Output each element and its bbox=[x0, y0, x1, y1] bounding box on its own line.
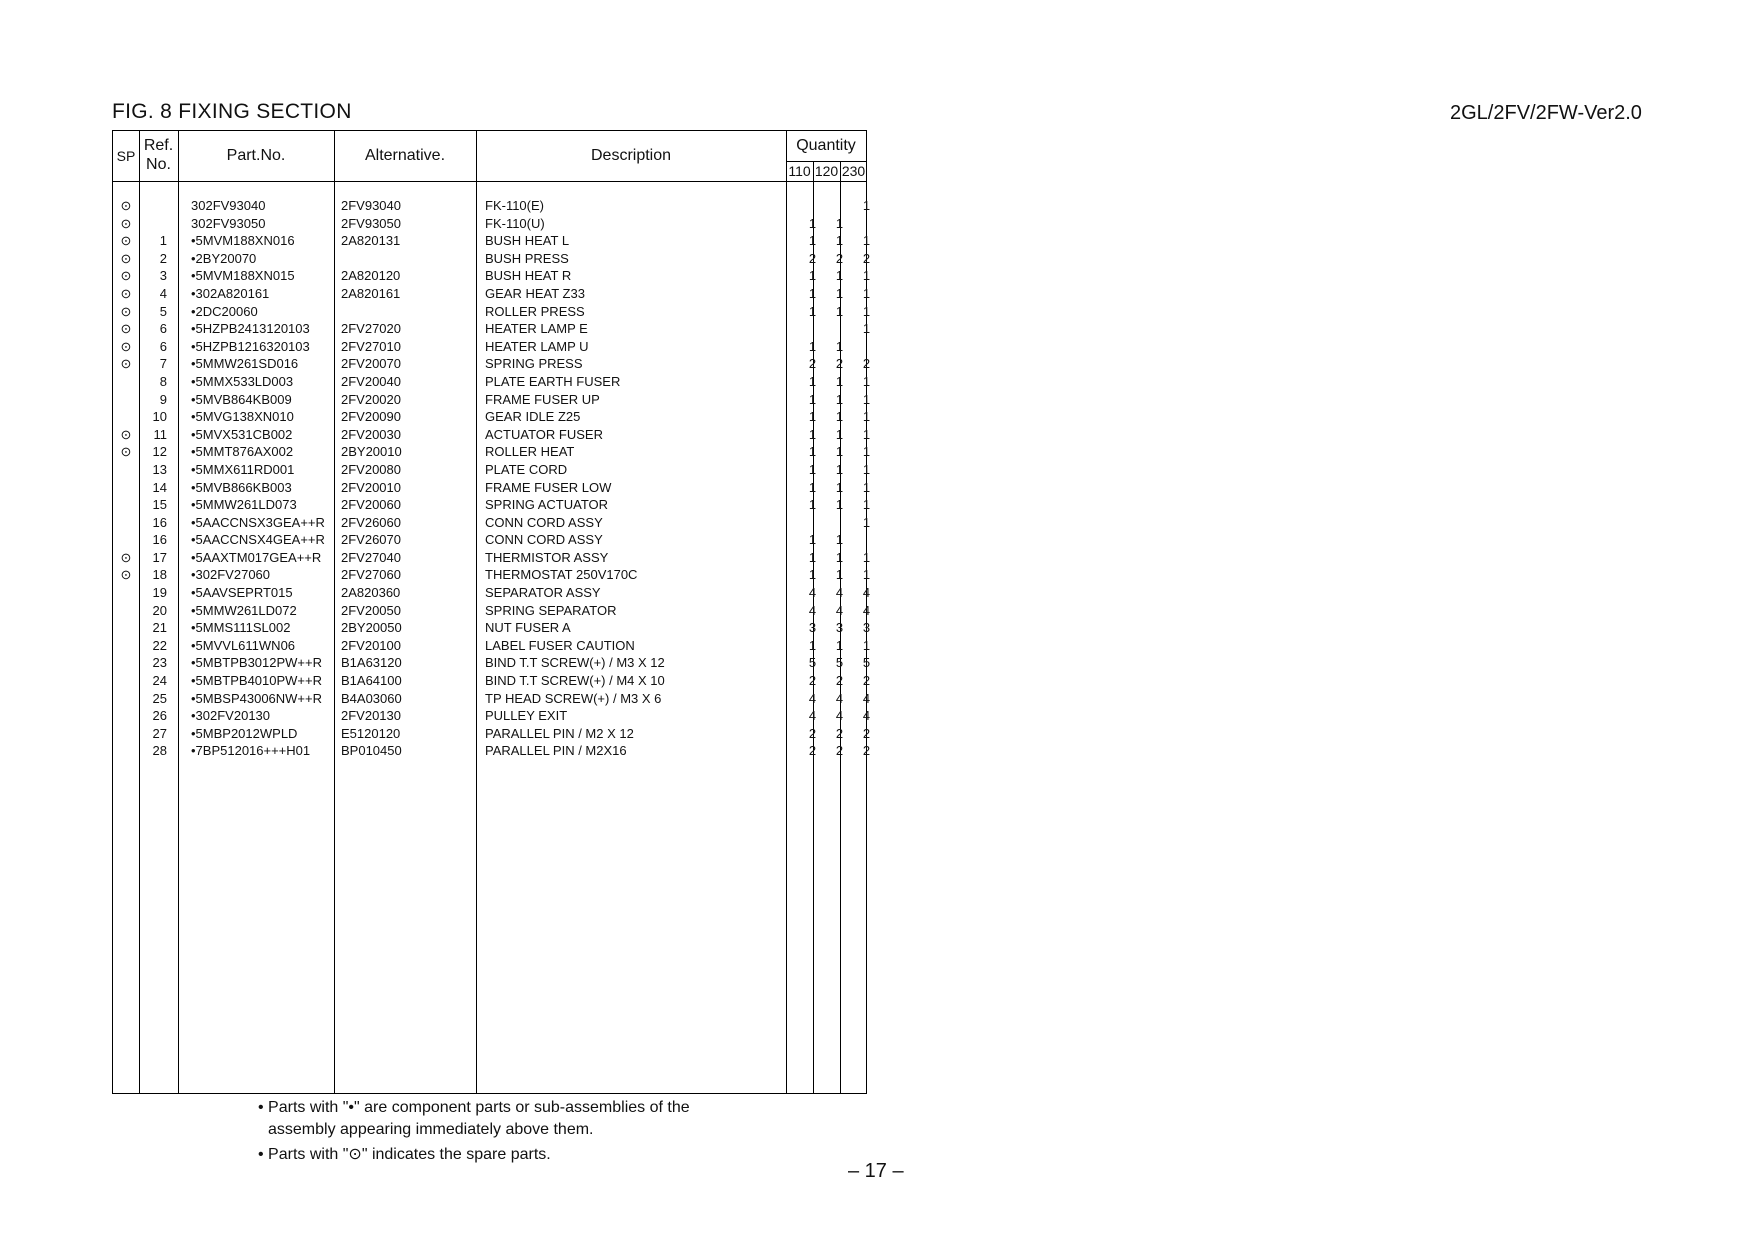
header-ref-line2: No. bbox=[146, 156, 171, 173]
description: CONN CORD ASSY bbox=[485, 532, 603, 548]
table-row bbox=[113, 479, 871, 497]
header-ref bbox=[139, 136, 178, 174]
ref-no: 27 bbox=[152, 725, 167, 741]
ref-no: 16 bbox=[152, 514, 167, 530]
alternative-no: 2BY20010 bbox=[341, 444, 402, 460]
qty-110: 4 bbox=[808, 708, 817, 724]
qty-110: 1 bbox=[808, 409, 817, 425]
alternative-no: 2FV20080 bbox=[341, 461, 401, 477]
ref-no: 2 bbox=[159, 250, 167, 266]
spare-part-mark: ⊙ bbox=[120, 303, 132, 319]
qty-110: 1 bbox=[808, 532, 817, 548]
table-row bbox=[113, 443, 871, 461]
spare-part-mark: ⊙ bbox=[120, 268, 132, 284]
table-row bbox=[113, 391, 871, 409]
alternative-no: 2FV27040 bbox=[341, 549, 401, 565]
qty-230: 4 bbox=[862, 690, 871, 706]
qty-230: 1 bbox=[862, 409, 871, 425]
part-no: •5MVM188XN016 bbox=[191, 233, 295, 249]
qty-230: 2 bbox=[862, 673, 871, 689]
qty-120: 1 bbox=[835, 409, 844, 425]
ref-no: 6 bbox=[159, 321, 167, 337]
qty-230: 1 bbox=[862, 514, 871, 530]
table-row bbox=[113, 197, 871, 215]
description: PLATE CORD bbox=[485, 461, 568, 477]
spare-part-mark: ⊙ bbox=[120, 444, 132, 460]
note-component-parts: • Parts with "•" are component parts or sub-assemblies of the bbox=[258, 1099, 690, 1116]
table-row bbox=[113, 426, 871, 444]
part-no: 302FV93040 bbox=[191, 198, 266, 213]
qty-110: 1 bbox=[808, 338, 817, 354]
description: BIND T.T SCREW(+) / M3 X 12 bbox=[485, 655, 665, 671]
table-row bbox=[113, 672, 871, 690]
header-alternative: Alternative. bbox=[364, 147, 446, 164]
qty-110: 1 bbox=[808, 549, 817, 565]
part-no: •5MBP2012WPLD bbox=[191, 725, 298, 741]
ref-no: 13 bbox=[152, 461, 167, 477]
table-row bbox=[113, 320, 871, 338]
part-no: •5MBTPB3012PW++R bbox=[191, 655, 322, 671]
qty-230: 4 bbox=[862, 602, 871, 618]
part-no: •5MMW261LD072 bbox=[191, 602, 297, 618]
table-row bbox=[113, 531, 866, 549]
qty-120: 4 bbox=[835, 708, 844, 724]
alternative-no: 2A820161 bbox=[341, 285, 401, 301]
ref-no: 23 bbox=[152, 655, 167, 671]
qty-120: 1 bbox=[835, 444, 844, 460]
qty-230: 1 bbox=[862, 391, 871, 407]
qty-120: 4 bbox=[835, 585, 844, 601]
qty-110: 5 bbox=[808, 655, 817, 671]
description: SPRING PRESS bbox=[485, 356, 583, 372]
qty-120: 1 bbox=[835, 479, 844, 495]
alternative-no: 2FV93040 bbox=[341, 198, 401, 213]
table-row bbox=[113, 496, 871, 514]
qty-110: 4 bbox=[808, 602, 817, 618]
description: SPRING SEPARATOR bbox=[485, 602, 617, 618]
alternative-no: 2FV26070 bbox=[341, 532, 401, 548]
qty-230: 1 bbox=[862, 567, 871, 583]
qty-110: 1 bbox=[808, 303, 817, 319]
ref-no: 22 bbox=[152, 637, 167, 653]
table-row bbox=[113, 742, 871, 760]
alternative-no: 2FV26060 bbox=[341, 514, 401, 530]
table-row bbox=[113, 232, 871, 250]
qty-230: 1 bbox=[862, 285, 871, 301]
qty-230: 4 bbox=[862, 585, 871, 601]
table-row bbox=[113, 355, 871, 373]
alternative-no: 2FV27020 bbox=[341, 321, 401, 337]
description: ROLLER PRESS bbox=[485, 303, 585, 319]
description: BUSH PRESS bbox=[485, 250, 569, 266]
alternative-no: 2A820120 bbox=[341, 268, 401, 284]
description: GEAR IDLE Z25 bbox=[485, 409, 581, 425]
description: LABEL FUSER CAUTION bbox=[485, 637, 635, 653]
spare-part-mark: ⊙ bbox=[120, 233, 132, 249]
header-part-no: Part.No. bbox=[226, 147, 286, 164]
qty-120: 1 bbox=[835, 497, 844, 513]
table-row bbox=[113, 637, 871, 655]
description: GEAR HEAT Z33 bbox=[485, 285, 585, 301]
part-no: •5MMX611RD001 bbox=[191, 461, 295, 477]
qty-230: 1 bbox=[862, 444, 871, 460]
parts-table bbox=[112, 130, 871, 1094]
qty-110: 2 bbox=[808, 356, 817, 372]
qty-230: 1 bbox=[862, 461, 871, 477]
qty-230: 3 bbox=[862, 620, 871, 636]
qty-120: 1 bbox=[835, 303, 844, 319]
alternative-no: 2A820360 bbox=[341, 585, 401, 601]
alternative-no: B1A63120 bbox=[341, 655, 402, 671]
description: HEATER LAMP U bbox=[485, 338, 589, 354]
spare-part-mark: ⊙ bbox=[120, 285, 132, 301]
part-no: •5MMW261LD073 bbox=[191, 497, 297, 513]
part-no: •5AAXTM017GEA++R bbox=[191, 549, 322, 565]
part-no: •5MMT876AX002 bbox=[191, 444, 294, 460]
table-body bbox=[113, 197, 871, 760]
header-qty-120: 120 bbox=[814, 163, 839, 179]
qty-230: 1 bbox=[862, 549, 871, 565]
description: ACTUATOR FUSER bbox=[485, 426, 603, 442]
qty-230: 1 bbox=[862, 497, 871, 513]
qty-120: 2 bbox=[835, 356, 844, 372]
qty-110: 1 bbox=[808, 479, 817, 495]
part-no: •5AACCNSX3GEA++R bbox=[191, 514, 325, 530]
header-divider bbox=[113, 181, 866, 182]
table-row bbox=[113, 707, 871, 725]
qty-110: 4 bbox=[808, 585, 817, 601]
qty-110: 1 bbox=[808, 373, 817, 389]
header-quantity: Quantity bbox=[796, 137, 856, 154]
qty-120: 1 bbox=[835, 532, 844, 548]
description: BUSH HEAT R bbox=[485, 268, 572, 284]
qty-110: 3 bbox=[808, 620, 817, 636]
spare-part-mark: ⊙ bbox=[120, 321, 132, 337]
table-row bbox=[113, 549, 871, 567]
model-version: 2GL/2FV/2FW-Ver2.0 bbox=[1450, 102, 1642, 124]
qty-120: 1 bbox=[835, 233, 844, 249]
qty-120: 1 bbox=[835, 373, 844, 389]
ref-no: 3 bbox=[159, 268, 167, 284]
qty-230: 2 bbox=[862, 725, 871, 741]
qty-120: 2 bbox=[835, 250, 844, 266]
ref-no: 4 bbox=[159, 285, 167, 301]
qty-230: 1 bbox=[862, 321, 871, 337]
table-row bbox=[113, 619, 871, 637]
qty-230: 4 bbox=[862, 708, 871, 724]
spare-part-mark: ⊙ bbox=[120, 198, 132, 213]
alternative-no: 2FV20060 bbox=[341, 497, 401, 513]
part-no: •5MVB864KB009 bbox=[191, 391, 292, 407]
part-no: •2BY20070 bbox=[191, 250, 257, 266]
qty-120: 4 bbox=[835, 690, 844, 706]
description: CONN CORD ASSY bbox=[485, 514, 603, 530]
ref-no: 9 bbox=[159, 391, 167, 407]
alternative-no: 2A820131 bbox=[341, 233, 401, 249]
description: FK-110(U) bbox=[485, 215, 545, 231]
alternative-no: B1A64100 bbox=[341, 673, 402, 689]
table-row bbox=[113, 338, 866, 356]
page-number: – 17 – bbox=[848, 1160, 904, 1182]
part-no: •5MMX533LD003 bbox=[191, 373, 294, 389]
table-row bbox=[113, 285, 871, 303]
header-qty-230: 230 bbox=[841, 163, 866, 179]
qty-110: 1 bbox=[808, 426, 817, 442]
notes bbox=[258, 1097, 690, 1166]
alternative-no: E5120120 bbox=[341, 725, 401, 741]
alternative-no: 2FV20030 bbox=[341, 426, 401, 442]
description: SEPARATOR ASSY bbox=[485, 585, 601, 601]
qty-110: 1 bbox=[808, 461, 817, 477]
alternative-no: 2FV27010 bbox=[341, 338, 401, 354]
table-row bbox=[113, 303, 871, 321]
qty-120: 4 bbox=[835, 602, 844, 618]
qty-120: 1 bbox=[835, 285, 844, 301]
qty-230: 1 bbox=[862, 637, 871, 653]
part-no: •302FV20130 bbox=[191, 708, 271, 724]
description: PARALLEL PIN / M2 X 12 bbox=[485, 725, 634, 741]
ref-no: 26 bbox=[152, 708, 167, 724]
description: ROLLER HEAT bbox=[485, 444, 575, 460]
qty-110: 1 bbox=[808, 637, 817, 653]
ref-no: 28 bbox=[152, 743, 167, 759]
alternative-no: 2FV93050 bbox=[341, 215, 401, 231]
note-spare-parts: • Parts with "⊙" indicates the spare parts. bbox=[258, 1146, 551, 1163]
ref-no: 24 bbox=[152, 673, 167, 689]
part-no: •2DC20060 bbox=[191, 303, 258, 319]
qty-110: 1 bbox=[808, 391, 817, 407]
description: PLATE EARTH FUSER bbox=[485, 373, 621, 389]
description: THERMISTOR ASSY bbox=[485, 549, 609, 565]
part-no: •5MBTPB4010PW++R bbox=[191, 673, 322, 689]
qty-230: 5 bbox=[862, 655, 871, 671]
part-no: •5AAVSEPRT015 bbox=[191, 585, 293, 601]
description: NUT FUSER A bbox=[485, 620, 571, 636]
header-qty-110: 110 bbox=[788, 163, 811, 179]
qty-230: 2 bbox=[862, 743, 871, 759]
qty-230: 1 bbox=[862, 479, 871, 495]
spare-part-mark: ⊙ bbox=[120, 567, 132, 583]
table-row bbox=[113, 584, 871, 602]
description: TP HEAD SCREW(+) / M3 X 6 bbox=[485, 690, 662, 706]
qty-110: 1 bbox=[808, 567, 817, 583]
part-no: •302FV27060 bbox=[191, 567, 271, 583]
part-no: •5HZPB2413120103 bbox=[191, 321, 310, 337]
ref-no: 18 bbox=[152, 567, 167, 583]
qty-110: 2 bbox=[808, 725, 817, 741]
qty-120: 5 bbox=[835, 655, 844, 671]
qty-120: 1 bbox=[835, 567, 844, 583]
alternative-no: 2FV20100 bbox=[341, 637, 401, 653]
ref-no: 7 bbox=[159, 356, 167, 372]
alternative-no: 2FV20020 bbox=[341, 391, 401, 407]
part-no: •302A820161 bbox=[191, 285, 270, 301]
qty-120: 2 bbox=[835, 743, 844, 759]
table-row bbox=[113, 373, 871, 391]
table-row bbox=[113, 267, 871, 285]
table-row bbox=[113, 566, 871, 584]
ref-no: 6 bbox=[159, 338, 167, 354]
qty-120: 3 bbox=[835, 620, 844, 636]
qty-110: 1 bbox=[808, 233, 817, 249]
qty-110: 2 bbox=[808, 250, 817, 266]
qty-120: 1 bbox=[835, 391, 844, 407]
ref-no: 16 bbox=[152, 532, 167, 548]
ref-no: 21 bbox=[152, 620, 167, 636]
alternative-no: 2FV27060 bbox=[341, 567, 401, 583]
qty-230: 1 bbox=[862, 233, 871, 249]
ref-no: 8 bbox=[159, 373, 167, 389]
qty-120: 1 bbox=[835, 338, 844, 354]
alternative-no: 2FV20130 bbox=[341, 708, 401, 724]
part-no: •5MVM188XN015 bbox=[191, 268, 295, 284]
alternative-no: B4A03060 bbox=[341, 690, 402, 706]
description: SPRING ACTUATOR bbox=[485, 497, 609, 513]
part-no: •5MVG138XN010 bbox=[191, 409, 294, 425]
table-row bbox=[113, 215, 866, 233]
part-no: •5MVVL611WN06 bbox=[191, 637, 296, 653]
spare-part-mark: ⊙ bbox=[120, 338, 132, 354]
ref-no: 14 bbox=[152, 479, 167, 495]
qty-230: 1 bbox=[862, 198, 871, 213]
part-no: •5MMW261SD016 bbox=[191, 356, 299, 372]
figure-title: FIG. 8 FIXING SECTION bbox=[112, 100, 352, 123]
ref-no: 5 bbox=[159, 303, 167, 319]
table-row bbox=[113, 690, 871, 708]
header-ref-line1: Ref. bbox=[143, 137, 174, 154]
qty-120: 1 bbox=[835, 637, 844, 653]
part-no: •5MBSP43006NW++R bbox=[191, 690, 323, 706]
table-row bbox=[113, 602, 871, 620]
qty-230: 1 bbox=[862, 268, 871, 284]
table-row bbox=[113, 654, 871, 672]
table-row bbox=[113, 725, 871, 743]
spare-part-mark: ⊙ bbox=[120, 356, 132, 372]
description: BUSH HEAT L bbox=[485, 233, 570, 249]
ref-no: 17 bbox=[152, 549, 167, 565]
spare-part-mark: ⊙ bbox=[120, 549, 132, 565]
qty-230: 1 bbox=[862, 303, 871, 319]
spare-part-mark: ⊙ bbox=[120, 426, 132, 442]
ref-no: 19 bbox=[152, 585, 167, 601]
qty-110: 1 bbox=[808, 444, 817, 460]
qty-120: 1 bbox=[835, 215, 844, 231]
ref-no: 1 bbox=[159, 233, 167, 249]
qty-110: 2 bbox=[808, 673, 817, 689]
description: BIND T.T SCREW(+) / M4 X 10 bbox=[485, 673, 665, 689]
spare-part-mark: ⊙ bbox=[120, 215, 132, 231]
alternative-no: BP010450 bbox=[341, 743, 402, 759]
part-no: •5MVX531CB002 bbox=[191, 426, 293, 442]
qty-230: 1 bbox=[862, 373, 871, 389]
alternative-no: 2BY20050 bbox=[341, 620, 402, 636]
description: HEATER LAMP E bbox=[485, 321, 588, 337]
qty-230: 2 bbox=[862, 250, 871, 266]
ref-no: 25 bbox=[152, 690, 167, 706]
qty-230: 1 bbox=[862, 426, 871, 442]
qty-110: 2 bbox=[808, 743, 817, 759]
qty-110: 1 bbox=[808, 215, 817, 231]
description: PARALLEL PIN / M2X16 bbox=[485, 743, 627, 759]
description: PULLEY EXIT bbox=[485, 708, 568, 724]
note-component-parts-cont: assembly appearing immediately above them. bbox=[268, 1121, 594, 1138]
table-row bbox=[113, 461, 871, 479]
part-no: 302FV93050 bbox=[191, 215, 266, 231]
qty-110: 1 bbox=[808, 285, 817, 301]
qty-120: 2 bbox=[835, 725, 844, 741]
part-no: •7BP512016+++H01 bbox=[191, 743, 311, 759]
ref-no: 11 bbox=[153, 426, 167, 442]
qty-120: 1 bbox=[835, 426, 844, 442]
header-description: Description bbox=[590, 147, 672, 164]
qty-110: 1 bbox=[808, 497, 817, 513]
qty-120: 1 bbox=[835, 268, 844, 284]
alternative-no: 2FV20090 bbox=[341, 409, 401, 425]
table-row bbox=[113, 514, 871, 532]
quantity-divider bbox=[786, 161, 866, 162]
part-no: •5MVB866KB003 bbox=[191, 479, 292, 495]
description: THERMOSTAT 250V170C bbox=[485, 567, 638, 583]
part-no: •5MMS111SL002 bbox=[191, 620, 291, 636]
header-sp: SP bbox=[116, 148, 136, 164]
ref-no: 12 bbox=[152, 444, 167, 460]
alternative-no: 2FV20050 bbox=[341, 602, 401, 618]
spare-part-mark: ⊙ bbox=[120, 250, 132, 266]
alternative-no: 2FV20070 bbox=[341, 356, 401, 372]
table-row bbox=[113, 250, 871, 268]
alternative-no: 2FV20010 bbox=[341, 479, 401, 495]
part-no: •5HZPB1216320103 bbox=[191, 338, 310, 354]
alternative-no: 2FV20040 bbox=[341, 373, 401, 389]
ref-no: 10 bbox=[152, 409, 167, 425]
qty-110: 4 bbox=[808, 690, 817, 706]
ref-no: 20 bbox=[152, 602, 167, 618]
description: FK-110(E) bbox=[485, 198, 544, 213]
qty-110: 1 bbox=[808, 268, 817, 284]
part-no: •5AACCNSX4GEA++R bbox=[191, 532, 325, 548]
description: FRAME FUSER LOW bbox=[485, 479, 612, 495]
qty-120: 1 bbox=[835, 549, 844, 565]
description: FRAME FUSER UP bbox=[485, 391, 600, 407]
table-row bbox=[113, 408, 871, 426]
qty-120: 1 bbox=[835, 461, 844, 477]
ref-no: 15 bbox=[152, 497, 167, 513]
qty-230: 2 bbox=[862, 356, 871, 372]
qty-120: 2 bbox=[835, 673, 844, 689]
